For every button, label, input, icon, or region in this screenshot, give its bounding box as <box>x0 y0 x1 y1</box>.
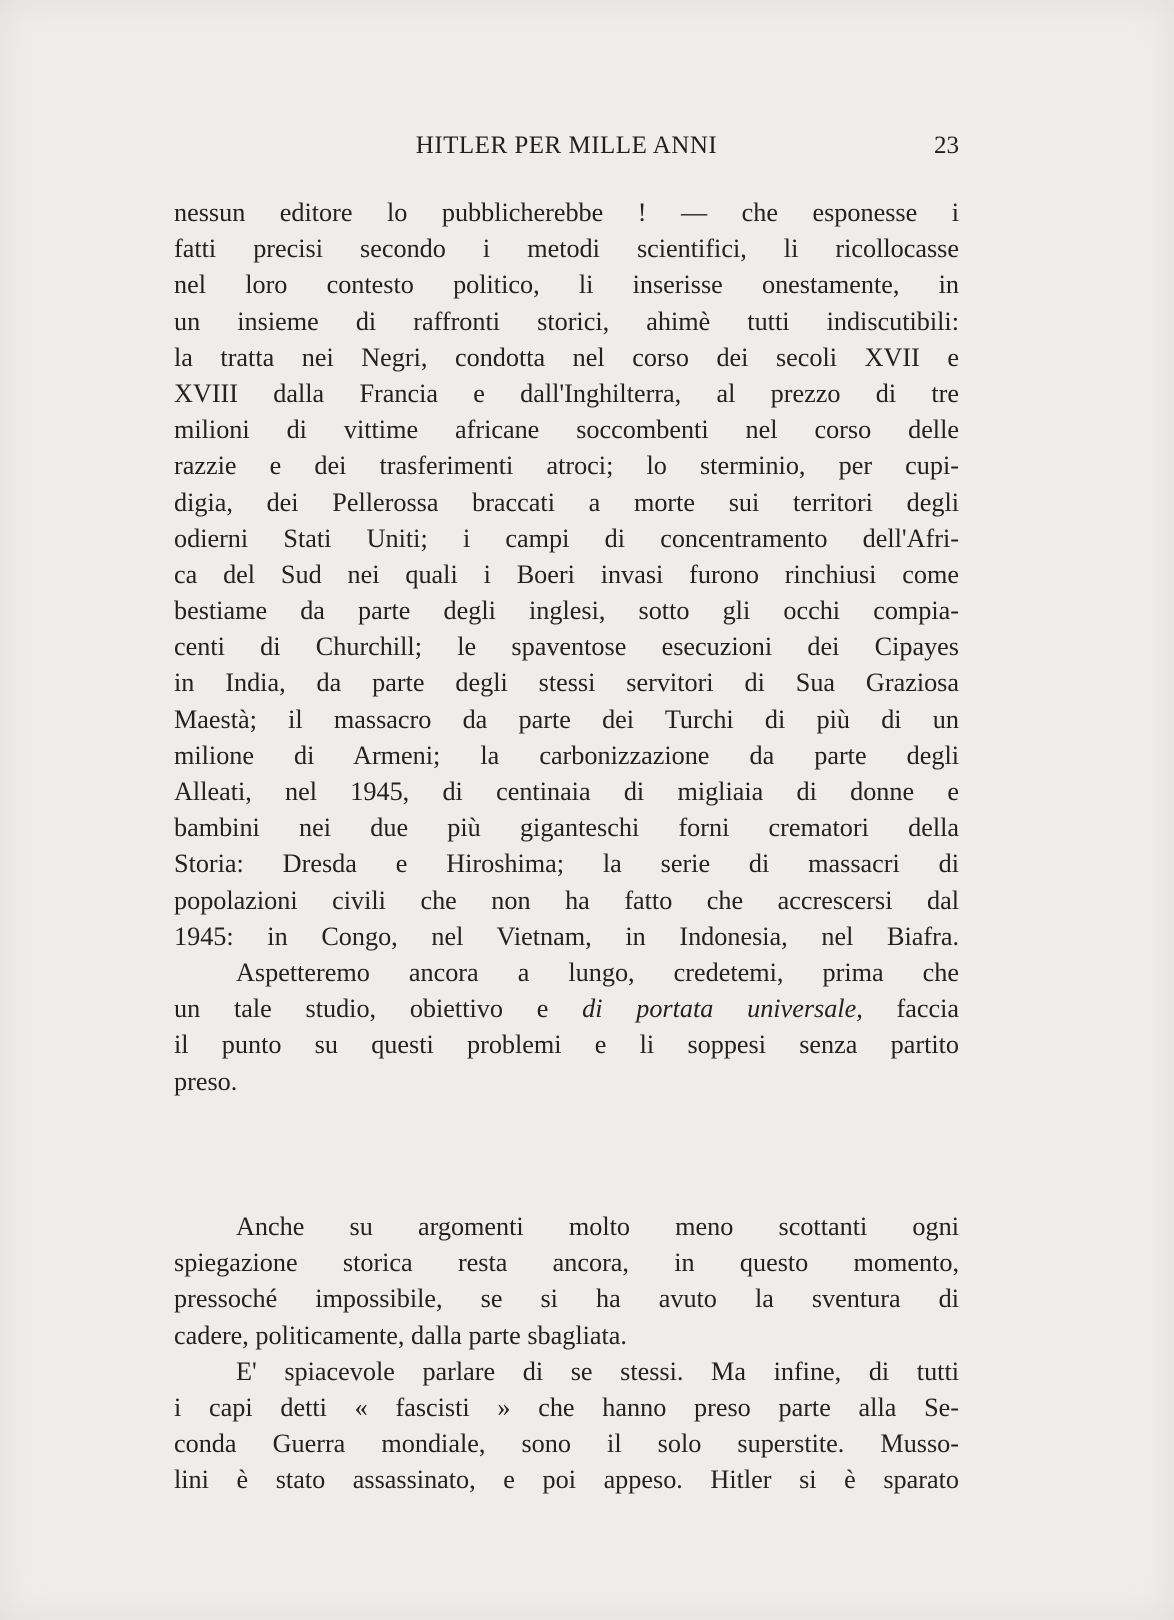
text-line: digia, dei Pellerossa braccati a morte sui territori degli <box>174 487 959 517</box>
text-line: conda Guerra mondiale, sono il solo superstite. Musso- <box>174 1429 959 1459</box>
text-span: faccia <box>862 994 960 1024</box>
running-title: HITLER PER MILLE ANNI <box>415 132 718 159</box>
text-line: bambini nei due più giganteschi forni crematori della <box>174 813 959 843</box>
text-line: i capi detti « fascisti » che hanno preso parte alla Se- <box>174 1392 959 1422</box>
text-block-lower <box>174 1209 959 1499</box>
text-line: Maestà; il massacro da parte dei Turchi di più di un <box>174 704 959 734</box>
text-line: centi di Churchill; le spaventose esecuzioni dei Cipayes <box>174 632 959 662</box>
text-line: 1945: in Congo, nel Vietnam, in Indonesia, nel Biafra. <box>174 921 959 951</box>
paragraph-last-line: cadere, politicamente, dalla parte sbagliata. <box>174 1320 627 1350</box>
paragraph-first-line: Aspetteremo ancora a lungo, credetemi, prima che <box>236 957 959 987</box>
paragraph-last-line: preso. <box>174 1066 238 1096</box>
text-line: fatti precisi secondo i metodi scientifici, li ricollocasse <box>174 234 959 264</box>
text-line: Alleati, nel 1945, di centinaia di migliaia di donne e <box>174 777 959 806</box>
text-line: la tratta nei Negri, condotta nel corso dei secoli XVII e <box>174 342 959 372</box>
italic-phrase: di portata universale, <box>582 994 863 1024</box>
text-line: il punto su questi problemi e li soppesi senza partito <box>174 1030 959 1060</box>
text-line: bestiame da parte degli inglesi, sotto gli occhi compia- <box>174 596 959 626</box>
text-line: nessun editore lo pubblicherebbe ! — che esponesse i <box>174 198 959 227</box>
paragraph-first-line: E' spiacevole parlare di se stessi. Ma infine, di tutti <box>236 1356 959 1386</box>
text-line: ca del Sud nei quali i Boeri invasi furono rinchiusi come <box>174 559 959 589</box>
text-line: nel loro contesto politico, li inserisse onestamente, in <box>174 270 959 300</box>
text-line: Storia: Dresda e Hiroshima; la serie di massacri di <box>174 849 959 879</box>
text-line: XVIII dalla Francia e dall'Inghilterra, al prezzo di tre <box>174 378 959 408</box>
page-number: 23 <box>934 132 959 159</box>
text-line-with-italic <box>174 991 959 1027</box>
text-line: lini è stato assassinato, e poi appeso. Hitler si è sparato <box>174 1465 959 1495</box>
page-header <box>174 132 959 168</box>
text-line: spiegazione storica resta ancora, in questo momento, <box>174 1248 959 1278</box>
text-line: un insieme di raffronti storici, ahimè tutti indiscutibili: <box>174 306 959 336</box>
paragraph-first-line: Anche su argomenti molto meno scottanti ogni <box>236 1212 959 1241</box>
text-line: razzie e dei trasferimenti atroci; lo sterminio, per cupi- <box>174 451 959 481</box>
text-line: popolazioni civili che non ha fatto che accrescersi dal <box>174 885 959 915</box>
text-block-upper <box>174 195 959 1100</box>
text-line: milione di Armeni; la carbonizzazione da parte degli <box>174 740 959 770</box>
text-line: pressoché impossibile, se si ha avuto la sventura di <box>174 1284 959 1314</box>
text-line: milioni di vittime africane soccombenti nel corso delle <box>174 415 959 445</box>
text-line: in India, da parte degli stessi servitori di Sua Graziosa <box>174 668 959 698</box>
text-span: un tale studio, obiettivo e <box>174 994 583 1024</box>
text-line: odierni Stati Uniti; i campi di concentramento dell'Afri- <box>174 523 959 553</box>
